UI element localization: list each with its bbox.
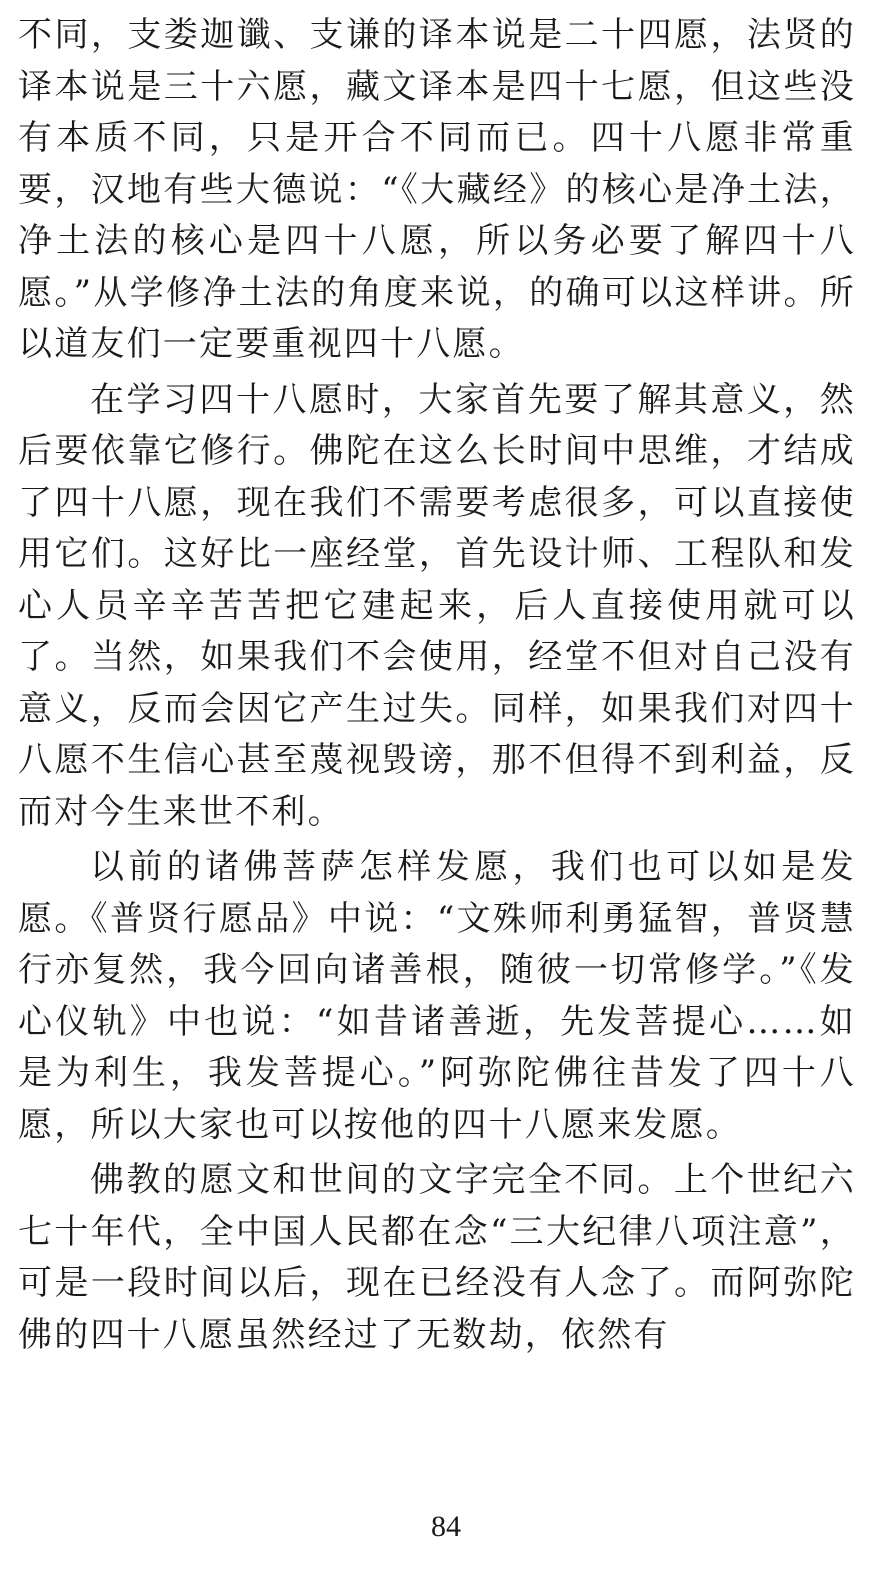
page-body: [18, 10, 856, 1365]
page-number: 84: [431, 1510, 461, 1543]
paragraph-4: 佛教的愿文和世间的文字完全不同。上个世纪六七十年代，全中国人民都在念“三大纪律八项注意”，可是一段时间以后，现在已经没有人念了。而阿弥陀佛的四十八愿虽然经过了无数劫，依然有: [18, 1160, 856, 1355]
paragraph-3: 以前的诸佛菩萨怎样发愿，我们也可以如是发愿。《普贤行愿品》中说：“文殊师利勇猛智，普贤慧行亦复然，我今回向诸善根，随彼一切常修学。”《发心仪轨》中也说：“如昔诸善逝，先发菩提心……如是为利生，我发菩提心。”阿弥陀佛往昔发了四十八愿，所以大家也可以按他的四十八愿来发愿。: [18, 847, 856, 1145]
paragraph-2: 在学习四十八愿时，大家首先要了解其意义，然后要依靠它修行。佛陀在这么长时间中思维，才结成了四十八愿，现在我们不需要考虑很多，可以直接使用它们。这好比一座经堂，首先设计师、工程队和发心人员辛辛苦苦把它建起来，后人直接使用就可以了。当然，如果我们不会使用，经堂不但对自己没有意义，反而会因它产生过失。同样，如果我们对四十八愿不生信心甚至蔑视毁谤，那不但得不到利益，反而对今生来世不利。: [18, 379, 856, 832]
paragraph-1: 不同，支娄迦谶、支谦的译本说是二十四愿，法贤的译本说是三十六愿，藏文译本是四十七愿，但这些没有本质不同，只是开合不同而已。四十八愿非常重要，汉地有些大德说：“《大藏经》的核心是净土法，净土法的核心是四十八愿，所以务必要了解四十八愿。”从学修净土法的角度来说，的确可以这样讲。所以道友们一定要重视四十八愿。: [18, 15, 856, 364]
